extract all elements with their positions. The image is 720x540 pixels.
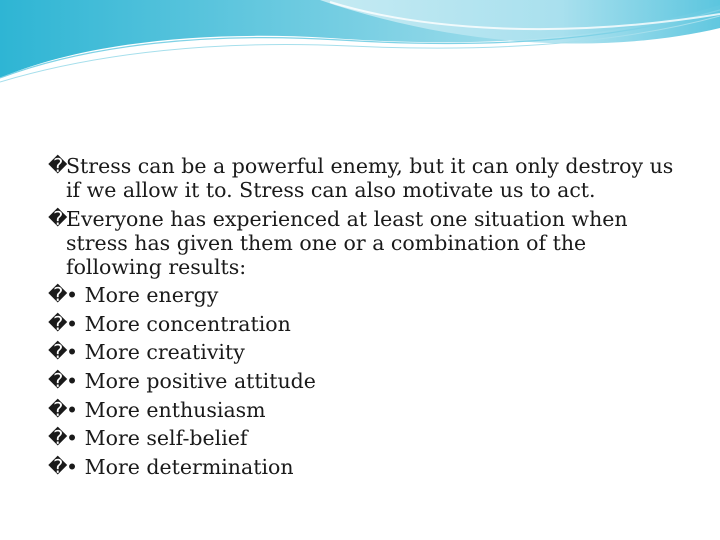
bullet-text: • More self-belief xyxy=(66,426,248,451)
bullet-text: • More concentration xyxy=(66,311,291,336)
bullet-text: • More energy xyxy=(66,283,219,307)
bullet-text: • More enthusiasm xyxy=(66,397,266,422)
bullet-marker-icon: � xyxy=(48,312,68,335)
bullet-item xyxy=(48,283,688,307)
bullet-marker-icon: � xyxy=(48,398,68,421)
bullet-item xyxy=(48,455,688,479)
bullet-item xyxy=(48,154,688,202)
bullet-item xyxy=(48,426,688,450)
bullet-marker-icon: � xyxy=(48,370,68,393)
bullet-marker-icon: � xyxy=(48,284,68,306)
bullet-text: • More creativity xyxy=(66,340,245,365)
bullet-list xyxy=(48,154,688,484)
bullet-text: • More positive attitude xyxy=(66,369,316,394)
bullet-item xyxy=(48,312,688,336)
bullet-text: • More determination xyxy=(66,455,294,480)
header-wave-decoration xyxy=(0,0,720,95)
bullet-item xyxy=(48,398,688,422)
bullet-marker-icon: � xyxy=(48,427,68,450)
bullet-item xyxy=(48,340,688,364)
bullet-marker-icon: � xyxy=(48,207,68,230)
bullet-item xyxy=(48,207,688,279)
bullet-marker-icon: � xyxy=(48,155,68,177)
bullet-text: Everyone has experienced at least one situation when stress has given them one or a combination of the following results: xyxy=(66,206,628,279)
bullet-marker-icon: � xyxy=(48,456,68,479)
bullet-item xyxy=(48,369,688,393)
bullet-text: Stress can be a powerful enemy, but it can only destroy us if we allow it to. Stress can also motivate us to act. xyxy=(66,154,674,202)
bullet-marker-icon: � xyxy=(48,341,68,364)
